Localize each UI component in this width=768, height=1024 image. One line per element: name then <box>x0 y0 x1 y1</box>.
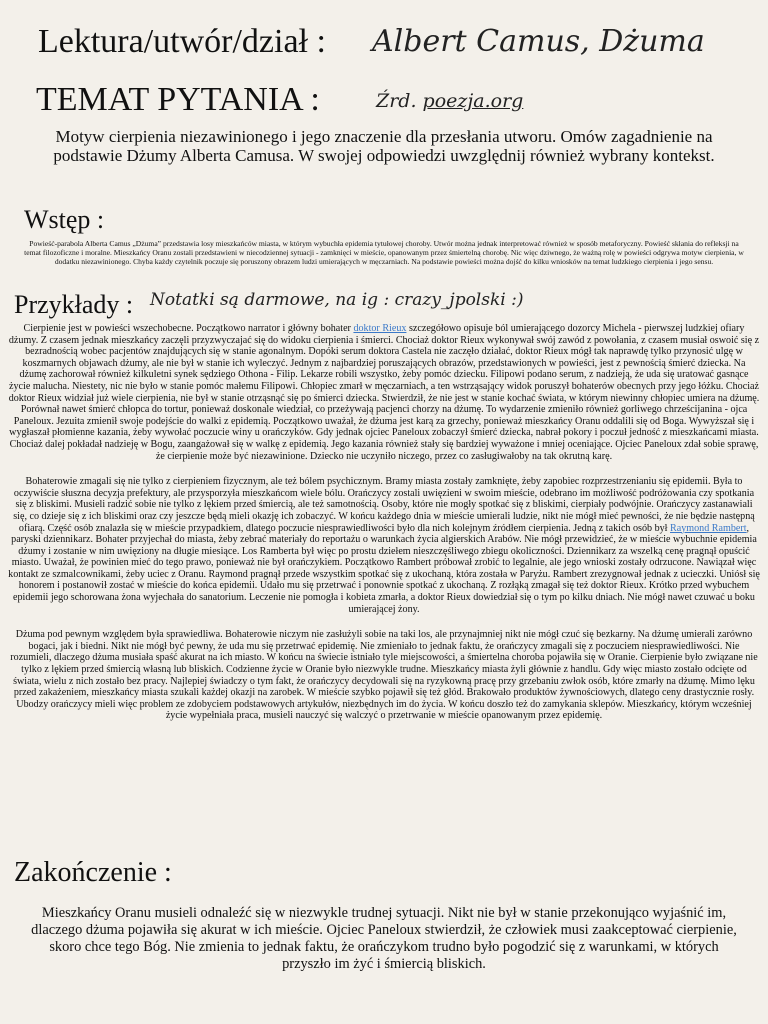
conclusion-text: Mieszkańcy Oranu musieli odnaleźć się w niezwykle trudnej sytuacji. Nikt nie był w stanie przekonująco wyjaśnić im, dlaczego dżuma pojawiła się akurat w ich mieście. Ojciec Paneloux stwierdził, że człowiek musi zaakceptować cierpienie, skoro chce tego Bóg. Nie zmienia to jednak faktu, że orańczykom trudno było pogodzić się z warunkami, w których przyszło im żyć i śmiercią bliskich. <box>31 905 737 972</box>
question-text: Motyw cierpienia niezawinionego i jego znaczenie dla przesłania utworu. Omów zagadnienie na podstawie Dżumy Alberta Camusa. W swojej odpowiedzi uwzględnij również wybrany kontekst. <box>53 127 715 165</box>
conclusion-title: Zakończenie : <box>14 857 172 888</box>
examples-body <box>8 323 760 722</box>
example-paragraph-2: Bohaterowie zmagali się nie tylko z cierpieniem fizycznym, ale też bólem psychicznym. Bramy miasta zostały zamknięte, żeby zapobiec rozprzestrzenianiu się epidemii. Była to oczywiście słuszna decyzja prefektury, ale przysporzyła mieszkańcom wiele bólu. Orańczycy zostali uwięzieni w swoim mieście, odebrano im możliwość podróżowania czy spotkania się z bliskimi. Musieli radzić sobie nie tylko z lękiem przed śmiercią, ale też samotnością. Osoby, które nie mogły spotkać się z bliskimi, cierpiały podwójnie. Orańczycy zastanawiali się, co dzieje się z ich bliskimi oraz czy jeszcze będą mieli okazję ich zobaczyć. W końcu każdego dnia w mieście umierali ludzie, nikt nie mógł mieć pewności, że nie będzie następną ofiarą. Część osób znalazła się w mieście przypadkiem, dlatego poczucie niesprawiedliwości było dla nich kolejnym źródłem cierpienia. Jedną z takich osób był Raymond Rambert, paryski dziennikarz. Bohater przyjechał do miasta, żeby zebrać materiały do reportażu o warunkach życia algierskich Arabów. Nie mógł przewidzieć, że w mieście wybuchnie epidemia dżumy i zostanie w nim uwięziony na długie miesiące. Los Ramberta był więc po prostu dziełem nieszczęśliwego zbiegu okoliczności. Dziennikarz za wszelką cenę pragnął opuścić miasto. Uważał, że powinien mieć do tego prawo, ponieważ nie był orańczykiem. Początkowo Rambert próbował zrobić to legalnie, ale jego wnioski zostały odrzucone. Nawiązał więc kontakt ze szmalcownikami, żeby uciec z Oranu. Raymond pragnął przede wszystkim spotkać się z ukochaną, która została w Paryżu. Rambert zrezygnował jednak z ucieczki. Uniósł się honorem i postanowił zostać w mieście do końca epidemii. Udało mu się przetrwać i ponownie spotkać z ukochaną. Z rozłąką zmagał się też doktor Rieux. Krótko przed wybuchem epidemii jego schorowana żona wyjechała do sanatorium. Leczenie nie pomogła i kobieta zmarła, a doktor Rieux dowiedział się o tym po kilku dniach. Nie mógł nawet czuwać u boku umierającej żony. <box>8 476 760 615</box>
example-paragraph-1: Cierpienie jest w powieści wszechobecne. Początkowo narrator i główny bohater doktor Rieux szczegółowo opisuje ból umierającego dozorcy Michela - pierwszej ludzkiej ofiary dżumy. Z czasem jednak mieszkańcy zaczęli przyzwyczajać się do widoku cierpienia i śmierci. Chociaż doktor Rieux wykonywał swój zawód z powołania, z czasem musiał oswoić się z bezradnością wobec pacjentów znajdujących się w stanie agonalnym. Dopóki serum doktora Castela nie zaczęło działać, doktor Rieux mógł tak naprawdę tylko przynosić ulgę w koszmarnych objawach dżumy, ale nie był w stanie ich wyleczyć. Jednym z najbardziej poruszających obrazów, przedstawionych w powieści, jest z pewnością śmierć dziecka. Na dżumę zachorował również kilkuletni synek sędziego Othona - Filip. Lekarze robili wszystko, żeby pomóc dziecku. Filipowi podano serum, z nadzieją, że uda się uratować gasnące życie malucha. Niestety, nic nie było w stanie pomóc małemu Filipowi. Chłopiec zmarł w męczarniach, a ten wstrząsający widok poruszył bohaterów obecnych przy jego łóżku. Chociaż doktor Rieux widział już wiele cierpienia, nie był w stanie otrząsnąć się po śmierci dziecka. Stwierdził, że nie jest w stanie kochać świata, w którym niewinny chłopiec umiera na dżumę. Porównał nawet śmierć chłopca do tortur, ponieważ doskonale wiedział, co przeżywają pacjenci chorzy na dżumę. To wydarzenie zmieniło również gorliwego chrześcijanina - ojca Paneloux. Jezuita zmienił swoje podejście do walki z epidemią. Początkowo uważał, że dżuma jest karą za grzechy, ponieważ mieszkańcy Oranu oddalili się od Boga. Wywyższał się i wygłaszał płomienne kazania, żeby wywołać poczucie winy u orańczyków. Gdy jednak ojciec Paneloux zobaczył śmierć dziecka, nabrał pokory i poczuł jedność z mieszkańcami miasta. Chociaż dalej pokładał nadzieję w Bogu, zaangażował się w walkę z epidemią. Jego kazania również stały się bardziej wyważone i mniej oceniające. Ojciec Paneloux zdał sobie sprawę, że cierpienie może być niezawinione. Dziecko nie uczyniło niczego, przez co zasługiwałoby na tak okrutną karę. <box>8 323 760 462</box>
link-raymond-rambert[interactable]: Raymond Rambert <box>670 522 747 534</box>
intro-title: Wstęp : <box>24 205 105 234</box>
link-doktor-rieux[interactable]: doktor Rieux <box>353 323 407 334</box>
lektura-value: Albert Camus, Dżuma <box>372 24 705 59</box>
source-link[interactable]: poezja.org <box>422 90 524 112</box>
temat-label: TEMAT PYTANIA : <box>36 81 320 118</box>
source-note <box>376 90 523 112</box>
intro-text: Powieść-parabola Alberta Camus „Dżuma” przedstawia losy mieszkańców miasta, w którym wybuchła epidemia tytułowej choroby. Utwór można jednak interpretować również w sposób metaforyczny. Powieść skłania do refleksji na temat filozoficzne i moralne. Mieszkańcy Oranu zostali przedstawieni w niecodziennej sytuacji - zamknięci w mieście, opanowanym przez śmiertelną chorobę. Nic więc dziwnego, że ważną rolę w powieści odgrywa motyw cierpienia, w dodatku niezawinionego. Chyba każdy czytelnik poczuje się poruszony obrazem ludzi umierających w męczarniach. Na podstawie powieści można dojść do kilku wniosków na temat ludzkiego cierpienia i jego sensu. <box>24 239 744 267</box>
examples-title: Przykłady : <box>14 290 134 319</box>
free-notes-note: Notatki są darmowe, na ig : crazy_jpolski :) <box>150 290 524 310</box>
source-prefix: Źrd. <box>376 90 423 112</box>
example-paragraph-3: Dżuma pod pewnym względem była sprawiedliwa. Bohaterowie niczym nie zasłużyli sobie na taki los, ale przynajmniej nikt nie mógł czuć się bezkarny. Na dżumę umierali zarówno bogaci, jak i biedni. Nikt nie mógł być pewny, że uda mu się przetrwać epidemię. Nie zmieniało to jednak faktu, że orańczycy zmagali się z poczuciem niesprawiedliwości. Nie rozumieli, dlaczego dżuma musiała spaść akurat na ich miasto. W końcu na świecie istniało tyle miejscowości, a śmiertelna choroba pojawiła się w Oranie. Cierpienie było związane nie tylko z lękiem przed śmiercią własną lub bliskich. Codzienne życie w Oranie było niezwykle trudne. Mieszkańcy miasta żyli głównie z handlu. Gdy więc miasto zostało odcięte od świata, wielu z nich zostało bez pracy. Najlepiej świadczy o tym fakt, że orańczycy decydowali się na ryzykowną pracę przy grzebaniu zwłok osób, które zmarły na dżumę. Mimo lęku przed zakażeniem, mieszkańcy miasta szukali każdej okazji na zarobek. W mieście szybko pojawił się też głód. Brakowało produktów żywnościowych, dlatego ceny drastycznie rosły. Ubodzy orańczycy mieli więc problem ze zdobyciem podstawowych artykułów, niezbędnych im do życia. W końcu doszło też do zamykania sklepów. Mieszkańcy, którym wcześniej życie wypełniała praca, musieli nauczyć się walczyć o przetrwanie w mieście opanowanym przez epidemię. <box>10 629 758 722</box>
lektura-label: Lektura/utwór/dział : <box>38 23 326 60</box>
